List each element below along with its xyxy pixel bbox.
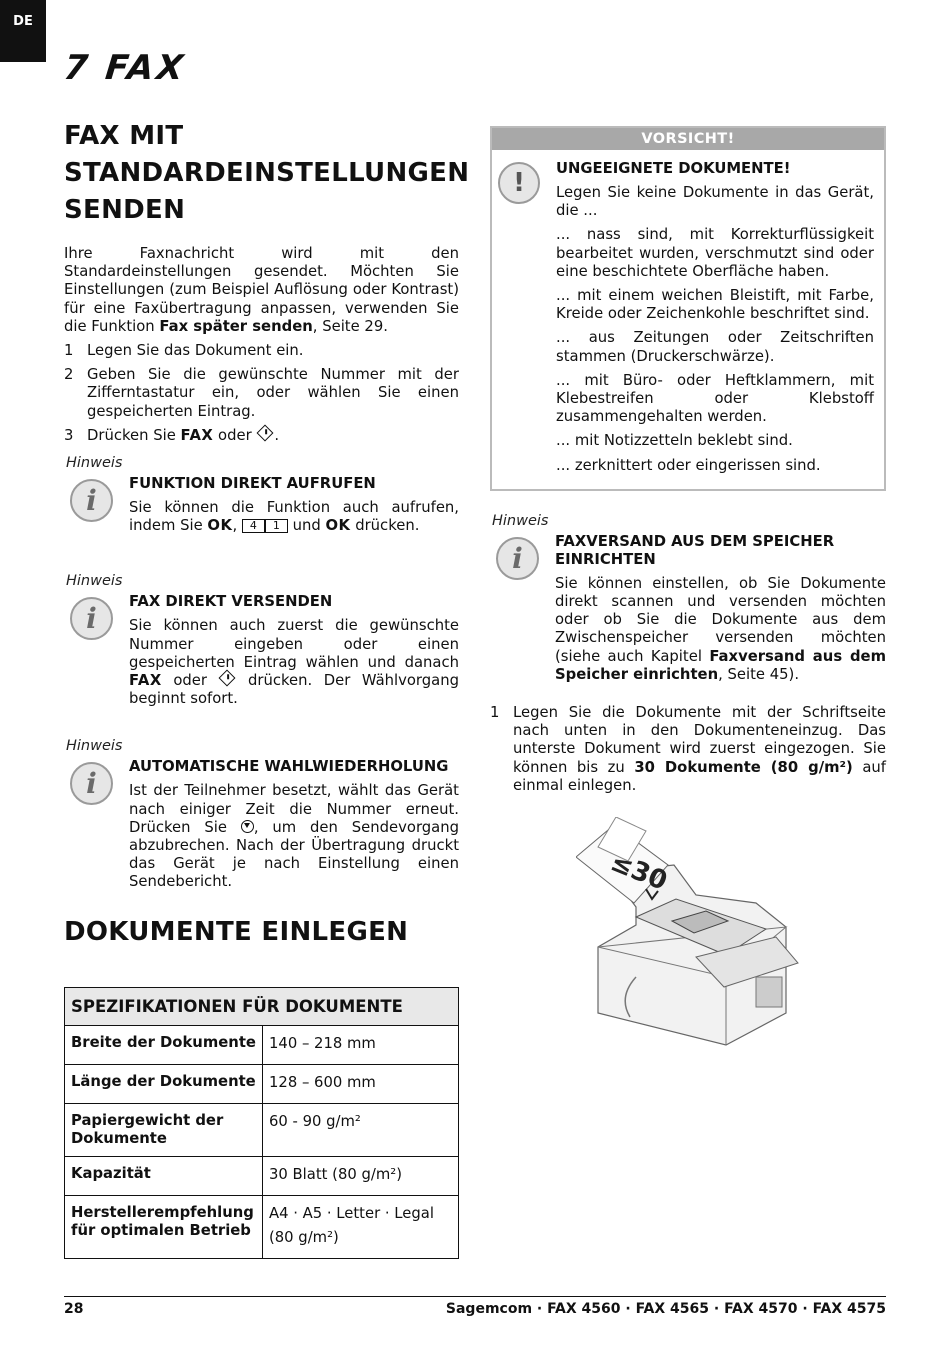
table-row: Kapazität 30 Blatt (80 g/m²) [65,1156,459,1195]
hint-label: Hinweis [66,455,123,472]
key-4: 4 [242,519,265,533]
footer-model: Sagemcom · FAX 4560 · FAX 4565 · FAX 4570 · FAX 4575 [445,1301,886,1317]
spec-table [64,987,459,1259]
cross-reference: Fax später senden [159,317,313,335]
info-icon: i [70,597,113,640]
language-tab: DE [0,0,46,62]
exclamation-icon: ! [498,162,540,204]
warning-line: Legen Sie keine Dokumente in das Gerät, die ... [556,184,874,220]
note-text: Sie können auch zuerst die gewünschte Nummer eingeben oder einen gespeicherten Eintrag wählen und danach FAX oder drücken. Der Wählvorgang beginnt sofort. [129,617,459,708]
step-item: 1 Legen Sie die Dokumente mit der Schriftseite nach unten in den Dokumenteneinzug. Das unterste Dokument wird zuerst eingezogen. Sie können bis zu 30 Dokumente (80 g/m²) auf einmal einlegen. [490,704,886,794]
table-row: Länge der Dokumente 128 – 600 mm [65,1064,459,1103]
section-title-dokumente: DOKUMENTE EINLEGEN [64,916,409,947]
start-key-icon [219,670,236,687]
left-column [64,118,470,1259]
hint-label: Hinweis [66,573,123,590]
note-box [64,475,459,535]
capacity-label: ≤30 [606,847,672,897]
table-row: Breite der Dokumente 140 – 218 mm [65,1025,459,1064]
note-title: FAXVERSAND AUS DEM SPEICHER EINRICHTEN [555,532,835,568]
warning-line: ... mit Notizzetteln beklebt sind. [556,432,793,450]
warning-line: ... mit einem weichen Bleistift, mit Farbe, Kreide oder Zeichenkohle beschriftet sind. [556,287,874,323]
intro-paragraph: Ihre Faxnachricht wird mit den Standardeinstellungen gesendet. Möchten Sie Einstellungen (zum Beispiel Auflösung oder Kontrast) für eine Faxübertragung anpassen, verwenden Sie die Funktion Fax später senden, Seite 29. [64,245,459,335]
table-row: Papiergewicht der Dokumente 60 - 90 g/m² [65,1103,459,1156]
note-text: Ist der Teilnehmer besetzt, wählt das Gerät nach einiger Zeit die Nummer erneut. Drücken Sie , um den Sendevorgang abzubrechen. Nach der Übertragung druckt das Gerät je nach Einstellung einen Sendebericht. [129,782,459,891]
warning-line: ... mit Büro- oder Heftklammern, mit Klebestreifen oder Klebstoff zusammengehalten werden. [556,371,874,426]
key-1: 1 [265,519,288,533]
info-icon: i [70,762,113,805]
warning-heading: VORSICHT! [492,128,884,150]
warning-line: ... nass sind, mit Korrekturflüssigkeit bearbeitet wurden, verschmutzt sind oder eine beschichtete Oberfläche haben. [556,226,874,280]
page-number: 28 [64,1301,84,1317]
right-column [490,126,886,1053]
warning-title: UNGEEIGNETE DOKUMENTE! [556,160,791,177]
note-text: Sie können einstellen, ob Sie Dokumente direkt scannen und versenden möchten oder ob Sie die Dokumente aus dem Zwischenspeicher versenden möchten (siehe auch Kapitel Faxversand aus dem Speicher einrichten, Seite 45). [555,574,887,683]
warning-line: ... zerknittert oder eingerissen sind. [556,456,821,474]
steps-list [64,342,459,445]
note-title: FAX DIREKT VERSENDEN [129,593,333,611]
start-key-icon [257,424,274,441]
note-box [490,533,886,684]
info-icon: i [70,479,113,522]
steps-list [490,704,886,795]
footer-rule [64,1296,886,1297]
table-row: Herstellerempfehlung für optimalen Betrieb A4 · A5 · Letter · Legal (80 g/m²) [65,1195,459,1258]
table-heading: SPEZIFIKATIONEN FÜR DOKUMENTE [65,987,459,1025]
warning-line: ... aus Zeitungen oder Zeitschriften stammen (Druckerschwärze). [556,329,874,365]
note-box [64,593,459,708]
hint-label: Hinweis [66,738,123,755]
step-item: 1 Legen Sie das Dokument ein. [64,342,304,360]
fax-machine-illustration [576,817,806,1049]
note-title: FUNKTION DIREKT AUFRUFEN [129,475,376,493]
section-title-fax-senden: FAX MIT STANDARDEINSTELLUNGEN SENDEN [64,121,470,225]
note-box [64,758,459,891]
note-text: Sie können die Funktion auch aufrufen, indem Sie OK, 4 1 und OK drücken. [129,499,459,535]
step-item: 3 Drücken Sie FAX oder . [64,427,459,445]
chapter-title: 7 FAX [61,48,188,88]
hint-label: Hinweis [492,512,549,529]
info-icon: i [496,537,539,580]
note-title: AUTOMATISCHE WAHLWIEDERHOLUNG [129,758,449,776]
stop-key-icon [241,820,254,833]
step-item: 2 Geben Sie die gewünschte Nummer mit der Zifferntastatur ein, oder wählen Sie einen gespeicherten Eintrag. [64,366,459,420]
warning-box [490,126,886,491]
